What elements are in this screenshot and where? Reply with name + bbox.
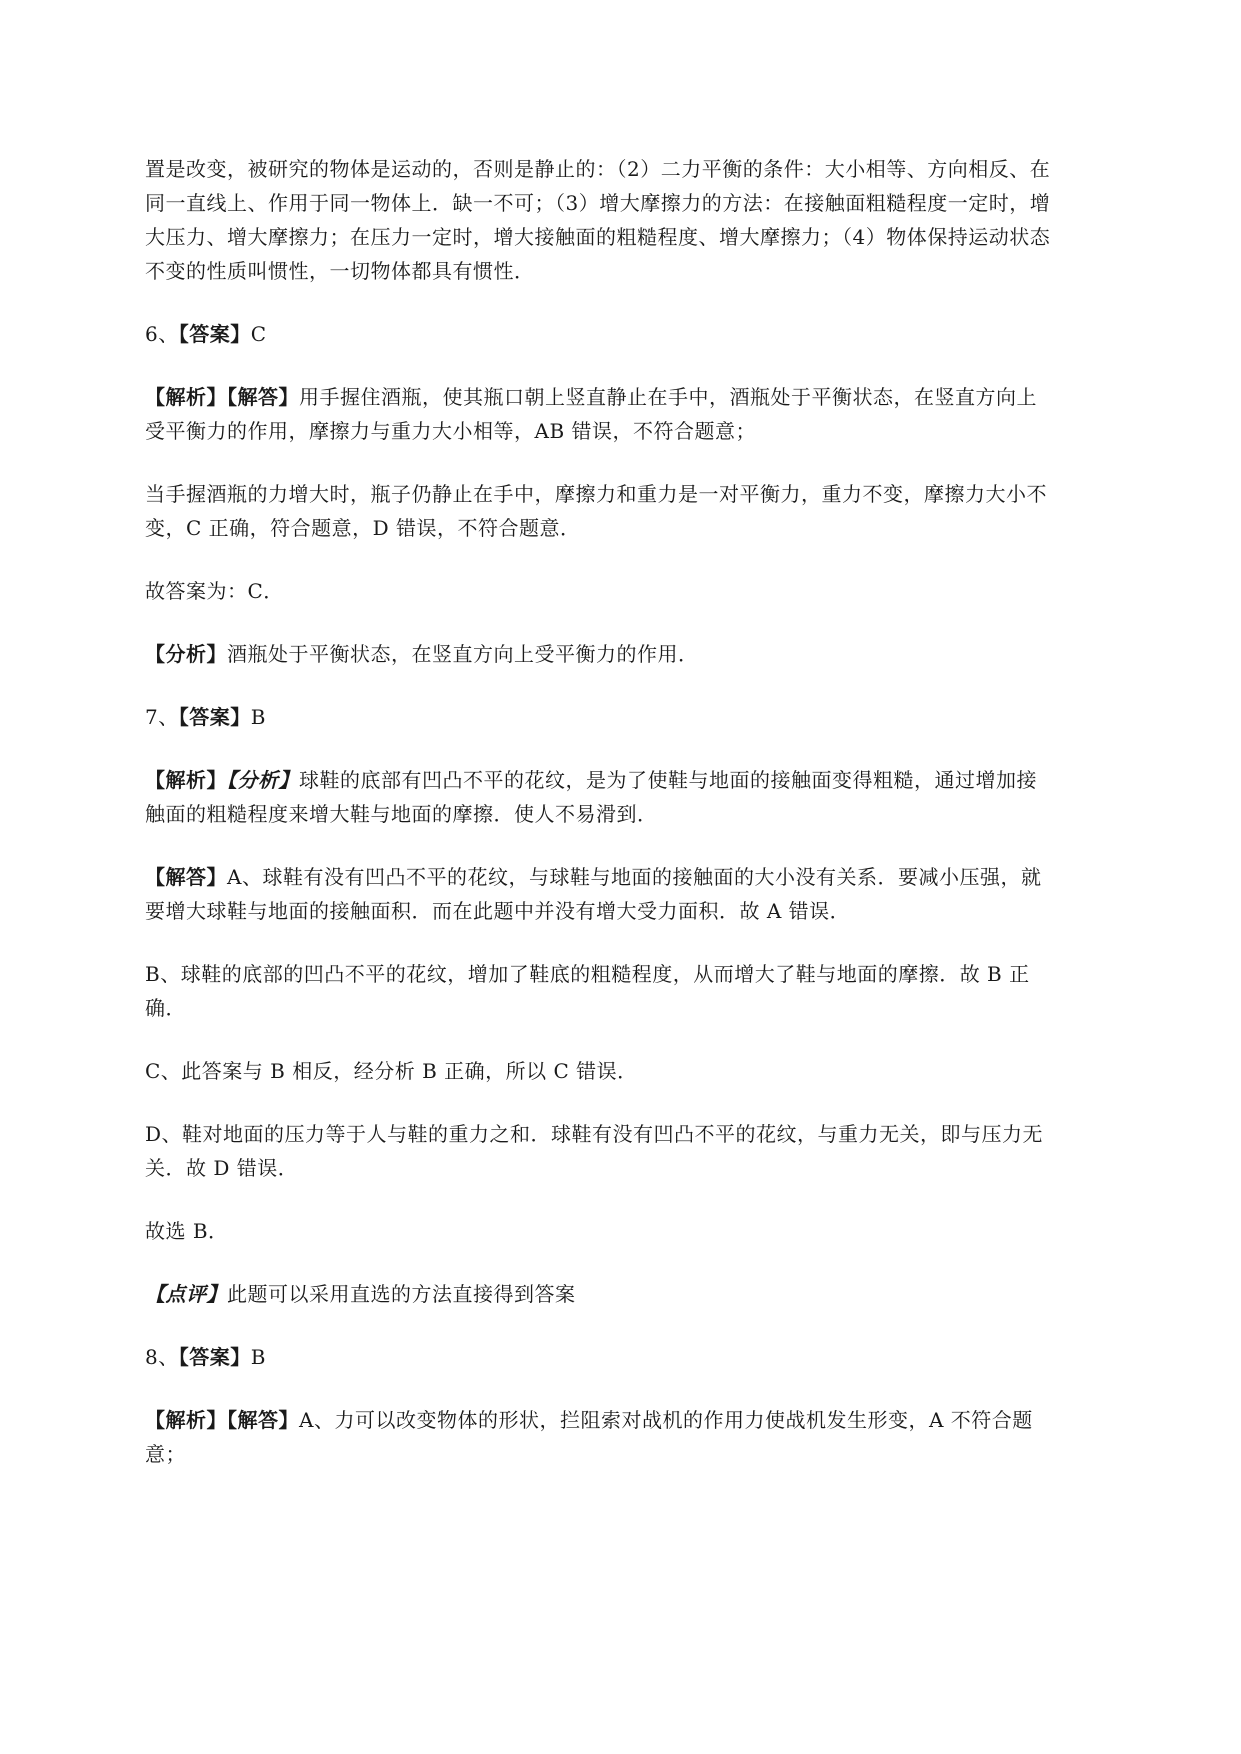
- text-run: 变，C 正确，符合题意，D 错误，不符合题意．: [145, 516, 581, 540]
- paragraph-p11: [145, 1054, 1175, 1088]
- text-line: [145, 186, 1175, 220]
- text-run: B: [250, 705, 266, 729]
- text-line: [145, 957, 1175, 991]
- document-body: [145, 152, 1175, 1471]
- text-line: [145, 152, 1175, 186]
- label-marker: 【分析】: [145, 642, 227, 666]
- text-run: C、此答案与 B 相反，经分析 B 正确，所以 C 错误．: [145, 1059, 638, 1083]
- text-line: [145, 860, 1175, 894]
- text-run: 确．: [145, 996, 186, 1020]
- text-line: [145, 1340, 1175, 1374]
- text-line: [145, 1437, 1175, 1471]
- text-run: 酒瓶处于平衡状态，在竖直方向上受平衡力的作用．: [227, 642, 699, 666]
- text-run: 意；: [145, 1442, 186, 1466]
- label-marker: 【答案】: [178, 1345, 251, 1369]
- text-line: [145, 894, 1175, 928]
- text-line: [145, 574, 1175, 608]
- text-run: 受平衡力的作用，摩擦力与重力大小相等，AB 错误，不符合题意；: [145, 419, 756, 443]
- text-line: [145, 637, 1175, 671]
- paragraph-p15: [145, 1340, 1175, 1374]
- paragraph-p8: [145, 763, 1175, 831]
- text-run: 置是改变，被研究的物体是运动的，否则是静止的：（2）二力平衡的条件：大小相等、方向相反、在: [145, 157, 1051, 181]
- text-line: [145, 414, 1175, 448]
- text-run: A、球鞋有没有凹凸不平的花纹，与球鞋与地面的接触面的大小没有关系．要减小压强，就: [227, 865, 1042, 889]
- text-run: 故答案为：C．: [145, 579, 284, 603]
- text-line: [145, 380, 1175, 414]
- text-run: 关．故 D 错误．: [145, 1156, 299, 1180]
- paragraph-p1: [145, 152, 1175, 288]
- label-marker: 【解答】: [145, 865, 227, 889]
- text-run: C: [250, 322, 267, 346]
- paragraph-p6: [145, 637, 1175, 671]
- text-run: 不变的性质叫惯性，一切物体都具有惯性．: [145, 259, 535, 283]
- text-line: [145, 700, 1175, 734]
- text-line: [145, 1214, 1175, 1248]
- text-run: 6、: [145, 322, 179, 346]
- paragraph-p5: [145, 574, 1175, 608]
- text-run: 用手握住酒瓶，使其瓶口朝上竖直静止在手中，酒瓶处于平衡状态，在竖直方向上: [299, 385, 1037, 409]
- paragraph-p4: [145, 477, 1175, 545]
- text-run: A、力可以改变物体的形状，拦阻索对战机的作用力使战机发生形变，A 不符合题: [299, 1408, 1033, 1432]
- label-marker: 【分析】: [227, 768, 299, 792]
- text-run: 7、: [145, 705, 179, 729]
- text-run: 当手握酒瓶的力增大时，瓶子仍静止在手中，摩擦力和重力是一对平衡力，重力不变，摩擦力大小不: [145, 482, 1047, 506]
- text-line: [145, 1403, 1175, 1437]
- text-run: 同一直线上、作用于同一物体上．缺一不可；（3）增大摩擦力的方法：在接触面粗糙程度一定时，增: [145, 191, 1051, 215]
- text-run: 此题可以采用直选的方法直接得到答案: [227, 1282, 576, 1306]
- paragraph-p3: [145, 380, 1175, 448]
- text-line: [145, 991, 1175, 1025]
- label-marker: 【点评】: [145, 1282, 227, 1306]
- text-line: [145, 1151, 1175, 1185]
- label-marker: 【解析】【解答】: [145, 385, 299, 409]
- paragraph-p9: [145, 860, 1175, 928]
- text-line: [145, 511, 1175, 545]
- paragraph-p14: [145, 1277, 1175, 1311]
- paragraph-p13: [145, 1214, 1175, 1248]
- text-run: D、鞋对地面的压力等于人与鞋的重力之和．球鞋有没有凹凸不平的花纹，与重力无关，即与压力无: [145, 1122, 1044, 1146]
- text-run: 球鞋的底部有凹凸不平的花纹，是为了使鞋与地面的接触面变得粗糙，通过增加接: [299, 768, 1037, 792]
- text-run: 触面的粗糙程度来增大鞋与地面的摩擦．使人不易滑到．: [145, 802, 658, 826]
- text-line: [145, 1277, 1175, 1311]
- text-run: B: [250, 1345, 266, 1369]
- label-marker: 【答案】: [178, 705, 251, 729]
- text-run: 故选 B．: [145, 1219, 229, 1243]
- text-run: 8、: [145, 1345, 179, 1369]
- text-line: [145, 254, 1175, 288]
- text-line: [145, 797, 1175, 831]
- label-marker: 【解析】【解答】: [145, 1408, 299, 1432]
- paragraph-p7: [145, 700, 1175, 734]
- paragraph-p12: [145, 1117, 1175, 1185]
- paragraph-p2: [145, 317, 1175, 351]
- text-line: [145, 317, 1175, 351]
- text-line: [145, 1054, 1175, 1088]
- text-line: [145, 763, 1175, 797]
- paragraph-p10: [145, 957, 1175, 1025]
- paragraph-p16: [145, 1403, 1175, 1471]
- text-run: B、球鞋的底部的凹凸不平的花纹，增加了鞋底的粗糙程度，从而增大了鞋与地面的摩擦．故 B 正: [145, 962, 1030, 986]
- text-line: [145, 1117, 1175, 1151]
- label-marker: 【答案】: [178, 322, 251, 346]
- label-marker: 【解析】: [145, 768, 227, 792]
- text-line: [145, 220, 1175, 254]
- text-run: 要增大球鞋与地面的接触面积．而在此题中并没有增大受力面积．故 A 错误．: [145, 899, 851, 923]
- text-line: [145, 477, 1175, 511]
- text-run: 大压力、增大摩擦力；在压力一定时，增大接触面的粗糙程度、增大摩擦力；（4）物体保持运动状态: [145, 225, 1051, 249]
